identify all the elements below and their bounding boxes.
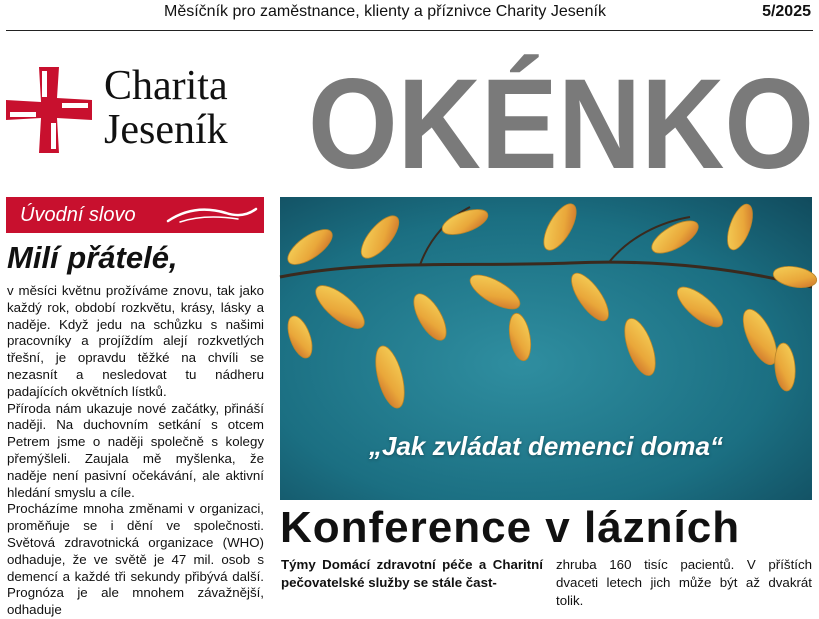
article-body-column: zhruba 160 tisíc pacientů. V příštích dvaceti letech jich může být až dvakrát tolik. bbox=[556, 557, 812, 608]
editorial-body bbox=[7, 283, 264, 618]
editorial-paragraph: Procházíme mnoha změnami v organizaci, proměňuje se i dění ve společnosti. Světová zdravotnická organizace (WHO) odhaduje, že ve světě je 47 mil. osob s demencí a každé tři sekundy přibývá další. Prognóza je ale mnohem závažnější, odhaduje bbox=[7, 501, 264, 618]
organization-name bbox=[104, 64, 228, 152]
charita-cross-logo-icon bbox=[6, 67, 92, 153]
photo-caption: „Jak zvládat demenci doma“ bbox=[368, 431, 724, 461]
brand-line-2: Jeseník bbox=[104, 107, 228, 153]
masthead-top-bar bbox=[6, 0, 813, 31]
section-label: Úvodní slovo bbox=[20, 204, 136, 226]
masthead-title bbox=[306, 34, 816, 196]
article-headline: Konference v lázních bbox=[280, 503, 741, 552]
feature-photo bbox=[280, 197, 812, 500]
masthead-title-text: OKÉNKO bbox=[308, 53, 814, 196]
brand-line-1: Charita bbox=[104, 63, 228, 109]
editorial-paragraph: v měsíci květnu prožíváme znovu, tak jako každý rok, období rozkvětu, krásy, lásky a naděje. Když jedu na schůzku s našimi pracovníky a projíždím alejí rozkvetlých třešní, je opravdu těžké na chvíli se nezasnít a nesledovat tu nádheru padajících okvětních lístků. bbox=[7, 283, 264, 399]
editorial-greeting: Milí přátelé, bbox=[7, 240, 178, 275]
article-lead: Týmy Domácí zdravotní péče a Charitní pečovatelské služby se stále čast- bbox=[281, 557, 543, 590]
editorial-paragraph: Příroda nám ukazuje nové začátky, přináší naději. Na duchovním setkání s otcem Petrem jsme o naději společně s kolegy přemýšleli. Zaujala mě myšlenka, že naděje není pasivní očekávání, ale aktivní hledání smyslu a cíle. bbox=[7, 400, 264, 500]
publication-tagline: Měsíčník pro zaměstnance, klienty a příznivce Charity Jeseník bbox=[164, 3, 606, 20]
quill-swash-icon bbox=[166, 205, 258, 225]
issue-number: 5/2025 bbox=[762, 3, 811, 20]
section-label-banner bbox=[6, 197, 264, 233]
